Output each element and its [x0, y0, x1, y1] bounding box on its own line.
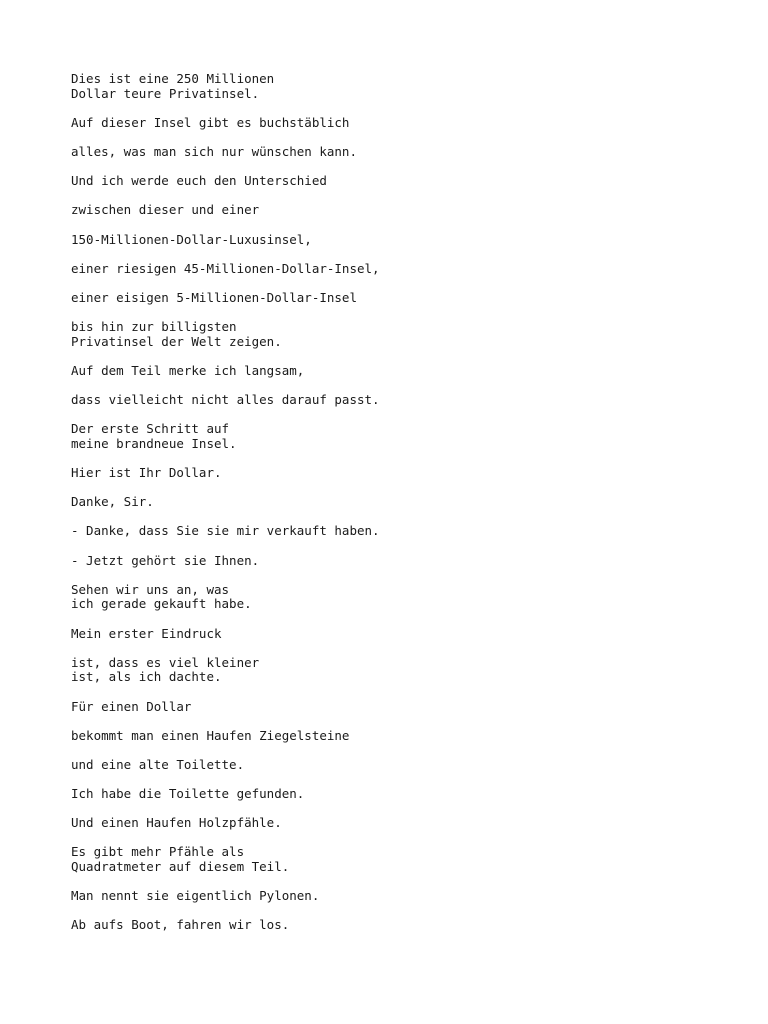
transcript-paragraph: Sehen wir uns an, was ich gerade gekauft habe.	[71, 581, 252, 612]
transcript-paragraph: Auf dem Teil merke ich langsam,	[71, 362, 305, 378]
transcript-paragraph: - Jetzt gehört sie Ihnen.	[71, 552, 260, 568]
transcript-paragraph: Und ich werde euch den Unterschied	[71, 173, 327, 189]
transcript-paragraph: Dies ist eine 250 Millionen Dollar teure Privatinsel.	[71, 71, 275, 101]
transcript-paragraph: einer eisigen 5-Millionen-Dollar-Insel	[71, 289, 357, 305]
transcript-paragraph: Ab aufs Boot, fahren wir los.	[71, 917, 290, 933]
transcript-paragraph: bis hin zur billigsten Privatinsel der Welt zeigen.	[71, 319, 282, 349]
transcript-paragraph: 150-Millionen-Dollar-Luxusinsel,	[71, 231, 312, 247]
transcript-paragraph: Und einen Haufen Holzpfähle.	[71, 815, 282, 831]
transcript-paragraph: bekommt man einen Haufen Ziegelsteine	[71, 727, 350, 743]
transcript-paragraph: Danke, Sir.	[71, 494, 154, 510]
transcript-paragraph: Auf dieser Insel gibt es buchstäblich	[71, 114, 350, 130]
transcript-paragraph: zwischen dieser und einer	[71, 202, 260, 218]
transcript-paragraph: Für einen Dollar	[71, 698, 192, 714]
transcript-paragraph: Ich habe die Toilette gefunden.	[71, 786, 305, 802]
transcript-paragraph: einer riesigen 45-Millionen-Dollar-Insel,	[71, 260, 380, 276]
transcript-paragraph: dass vielleicht nicht alles darauf passt.	[71, 392, 380, 408]
transcript-page	[71, 72, 711, 948]
transcript-paragraph: Hier ist Ihr Dollar.	[71, 465, 222, 481]
transcript-paragraph: alles, was man sich nur wünschen kann.	[71, 143, 357, 159]
transcript-paragraph: Mein erster Eindruck	[71, 625, 222, 641]
transcript-paragraph: Der erste Schritt auf meine brandneue Insel.	[71, 421, 237, 451]
transcript-paragraph: Man nennt sie eigentlich Pylonen.	[71, 888, 320, 904]
transcript-paragraph: Es gibt mehr Pfähle als Quadratmeter auf diesem Teil.	[71, 844, 290, 875]
transcript-paragraph: und eine alte Toilette.	[71, 756, 245, 772]
transcript-paragraph: ist, dass es viel kleiner ist, als ich dachte.	[71, 654, 260, 685]
transcript-paragraph: - Danke, dass Sie sie mir verkauft haben.	[71, 523, 380, 539]
